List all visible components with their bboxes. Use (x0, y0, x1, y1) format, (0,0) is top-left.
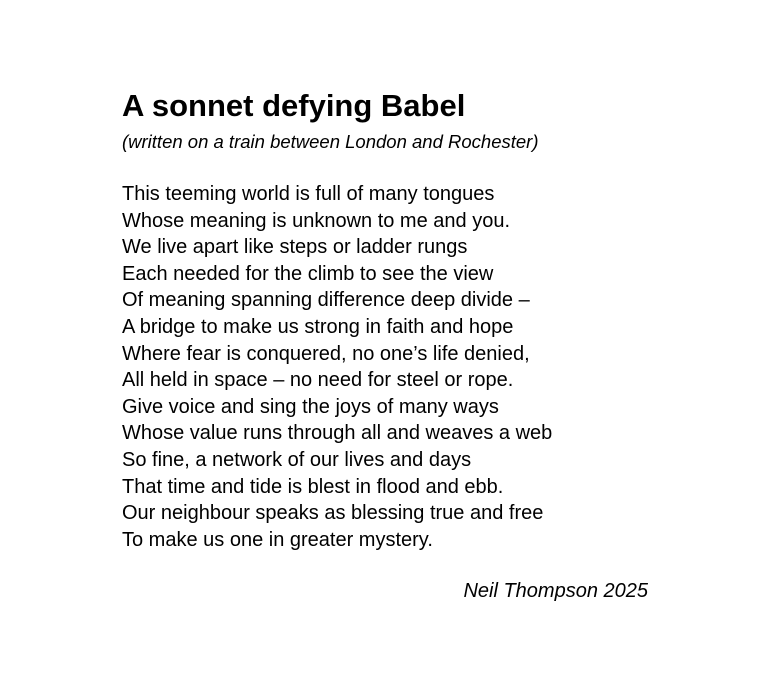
poem-line: Whose meaning is unknown to me and you. (122, 209, 510, 232)
poem-line: Whose value runs through all and weaves a web (122, 422, 553, 445)
poem-line: All held in space – no need for steel or rope. (122, 369, 514, 392)
poem-line: Each needed for the climb to see the view (122, 262, 494, 285)
poem-body (122, 181, 552, 553)
poem-line: Give voice and sing the joys of many ways (122, 395, 499, 418)
poem-line: Of meaning spanning difference deep divide – (122, 289, 530, 312)
poem-title: A sonnet defying Babel (122, 88, 466, 123)
poem-signature: Neil Thompson 2025 (463, 580, 648, 602)
poem-line: Our neighbour speaks as blessing true and free (122, 502, 544, 525)
poem-line: A bridge to make us strong in faith and hope (122, 315, 514, 338)
poem-line: This teeming world is full of many tongues (122, 183, 495, 205)
poem-line: That time and tide is blest in flood and ebb. (122, 475, 504, 498)
poem-line: To make us one in greater mystery. (122, 528, 433, 551)
poem-line: So fine, a network of our lives and days (122, 448, 472, 471)
poem-line: We live apart like steps or ladder rungs (122, 236, 468, 259)
poem-line: Where fear is conquered, no one’s life denied, (122, 342, 530, 365)
poem-subtitle: (written on a train between London and Rochester) (122, 131, 539, 152)
